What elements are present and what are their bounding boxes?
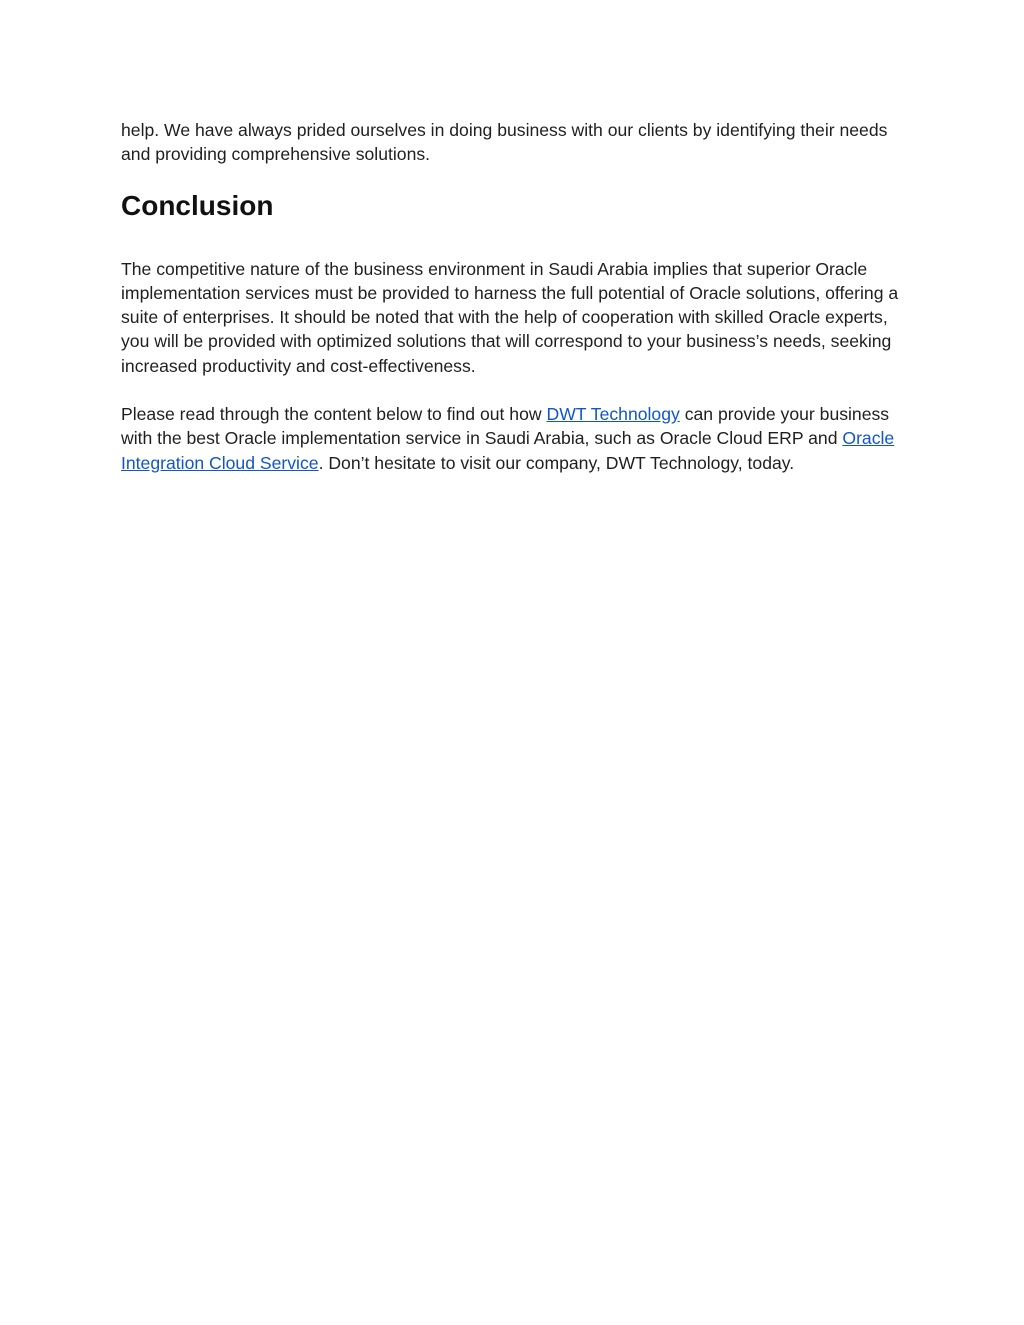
intro-paragraph: help. We have always prided ourselves in doing business with our clients by identifying their needs and providing comprehensive solutions. bbox=[121, 120, 888, 165]
cta-text-part1: Please read through the content below to find out how bbox=[121, 404, 547, 425]
dwt-technology-link[interactable]: DWT Technology bbox=[546, 404, 680, 425]
conclusion-heading: Conclusion bbox=[121, 189, 274, 221]
conclusion-paragraph: The competitive nature of the business environment in Saudi Arabia implies that superior Oracle implementation services must be provided to harness the full potential of Oracle solutions, offering a suite of enterprises. It should be noted that with the help of cooperation with skilled Oracle experts, you will be provided with optimized solutions that will correspond to your business’s needs, seeking increased productivity and cost-effectiveness. bbox=[121, 258, 899, 376]
cta-paragraph bbox=[121, 402, 911, 475]
document-page bbox=[121, 118, 911, 475]
oracle-integration-cloud-link[interactable]: Oracle Integration Cloud Service bbox=[121, 428, 895, 473]
cta-text-part2: can provide your business with the best Oracle implementation service in Saudi Arabia, such as Oracle Cloud ERP and bbox=[121, 404, 890, 449]
cta-text-part3: . Don’t hesitate to visit our company, DWT Technology, today. bbox=[318, 452, 795, 473]
